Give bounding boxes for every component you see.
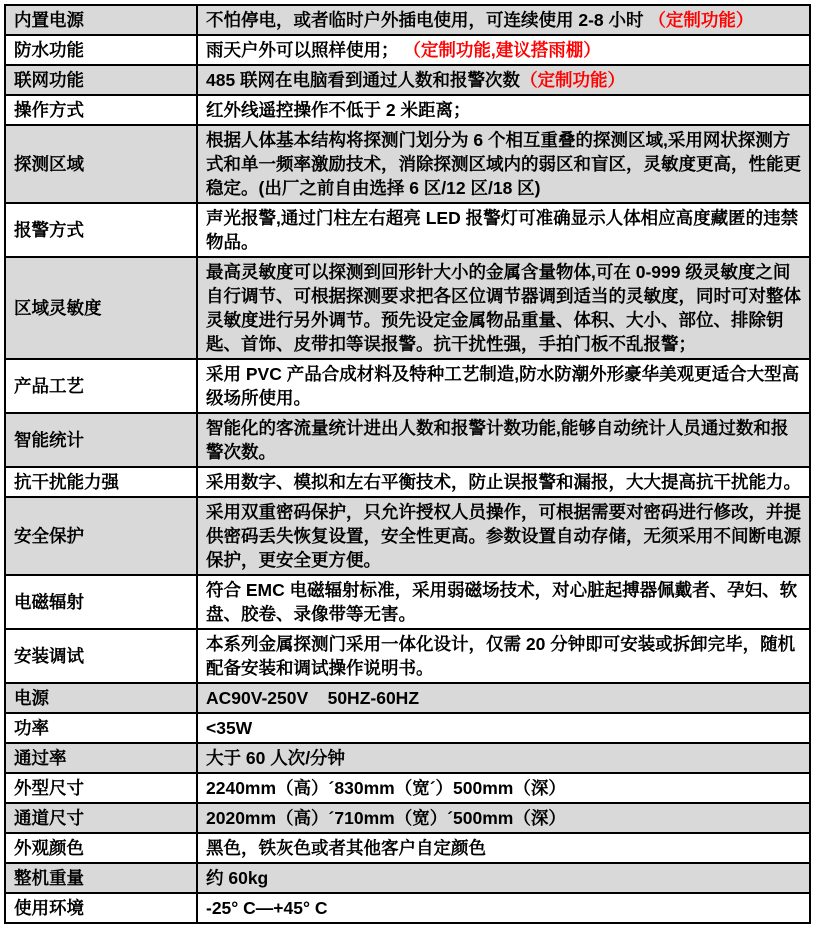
spec-value-text: 采用 PVC 产品合成材料及特种工艺制造,防水防潮外形豪华美观更适合大型高级场所使用。 (206, 364, 800, 408)
spec-table-body (5, 5, 810, 923)
table-row (5, 575, 810, 629)
spec-value-text: 红外线遥控操作不低于 2 米距离； (206, 100, 471, 120)
spec-value-text: 黑色，铁灰色或者其他客户自定颜色 (206, 838, 486, 858)
spec-label-cell: 通道尺寸 (5, 803, 197, 833)
spec-label-cell: 报警方式 (5, 203, 197, 257)
spec-value-cell (197, 5, 810, 35)
spec-value-text: <35W (206, 718, 253, 738)
spec-value-cell (197, 893, 810, 923)
spec-value-cell (197, 575, 810, 629)
spec-value-text: 采用双重密码保护，只允许授权人员操作，可根据需要对密码进行修改，并提供密码丢失恢复设置，安全性更高。参数设置自动存储，无须采用不间断电源保护，更安全更方便。 (206, 502, 801, 570)
spec-value-text: 采用数字、模拟和左右平衡技术，防止误报警和漏报，大大提高抗干扰能力。 (206, 472, 801, 492)
table-row (5, 629, 810, 683)
spec-value-cell (197, 125, 810, 203)
table-row (5, 803, 810, 833)
spec-label-cell: 抗干扰能力强 (5, 467, 197, 497)
spec-value-cell (197, 359, 810, 413)
table-row (5, 359, 810, 413)
spec-label-cell: 产品工艺 (5, 359, 197, 413)
table-row (5, 5, 810, 35)
spec-value-text: 约 60kg (206, 868, 269, 888)
spec-label-cell: 外型尺寸 (5, 773, 197, 803)
table-row (5, 743, 810, 773)
table-row (5, 467, 810, 497)
spec-value-text: 最高灵敏度可以探测到回形针大小的金属含量物体,可在 0-999 级灵敏度之间自行调节、可根据探测要求把各区位调节器调到适当的灵敏度，同时可对整体灵敏度进行另外调节。预先设定金属物品重量、体积、大小、部位、排除钥匙、首饰、皮带扣等误报警。抗干扰性强，手拍门板不乱报警； (206, 262, 801, 354)
spec-value-cell (197, 203, 810, 257)
spec-value-text: 大于 60 人次/分钟 (206, 748, 346, 768)
spec-label-cell: 探测区域 (5, 125, 197, 203)
table-row (5, 95, 810, 125)
spec-label-cell: 防水功能 (5, 35, 197, 65)
table-row (5, 833, 810, 863)
spec-value-cell (197, 629, 810, 683)
spec-label-cell: 电源 (5, 683, 197, 713)
spec-label-cell: 安装调试 (5, 629, 197, 683)
custom-feature-note: （定制功能,建议搭雨棚） (403, 40, 601, 60)
table-row (5, 257, 810, 359)
spec-value-cell (197, 713, 810, 743)
spec-value-text: 本系列金属探测门采用一体化设计，仅需 20 分钟即可安装或拆卸完毕，随机配备安装和调试操作说明书。 (206, 634, 796, 678)
spec-table (4, 4, 811, 924)
spec-value-text: 声光报警,通过门柱左右超亮 LED 报警灯可准确显示人体相应高度藏匿的违禁物品。 (206, 208, 799, 252)
table-row (5, 683, 810, 713)
table-row (5, 893, 810, 923)
spec-value-cell (197, 803, 810, 833)
spec-label-cell: 整机重量 (5, 863, 197, 893)
custom-feature-note: （定制功能） (648, 10, 754, 30)
spec-label-cell: 内置电源 (5, 5, 197, 35)
spec-value-text: 不怕停电，或者临时户外插电使用，可连续使用 2-8 小时 (206, 10, 649, 30)
spec-value-cell (197, 95, 810, 125)
table-row (5, 773, 810, 803)
spec-value-cell (197, 413, 810, 467)
table-row (5, 125, 810, 203)
spec-value-cell (197, 743, 810, 773)
spec-value-cell (197, 467, 810, 497)
spec-value-text: 智能化的客流量统计进出人数和报警计数功能,能够自动统计人员通过数和报警次数。 (206, 418, 789, 462)
table-row (5, 497, 810, 575)
spec-value-cell (197, 863, 810, 893)
spec-value-cell (197, 65, 810, 95)
spec-value-text: 485 联网在电脑看到通过人数和报警次数 (206, 70, 521, 90)
spec-label-cell: 安全保护 (5, 497, 197, 575)
table-row (5, 713, 810, 743)
spec-value-cell (197, 833, 810, 863)
spec-label-cell: 电磁辐射 (5, 575, 197, 629)
spec-label-cell: 外观颜色 (5, 833, 197, 863)
spec-label-cell: 使用环境 (5, 893, 197, 923)
table-row (5, 65, 810, 95)
table-row (5, 413, 810, 467)
table-row (5, 203, 810, 257)
spec-label-cell: 智能统计 (5, 413, 197, 467)
spec-value-cell (197, 773, 810, 803)
custom-feature-note: （定制功能） (520, 70, 626, 90)
spec-label-cell: 联网功能 (5, 65, 197, 95)
spec-value-text: 2020mm（高）´710mm（宽）´500mm（深） (206, 808, 566, 828)
spec-value-cell (197, 35, 810, 65)
spec-value-text: -25° C—+45° C (206, 898, 328, 918)
spec-value-cell (197, 497, 810, 575)
spec-label-cell: 区域灵敏度 (5, 257, 197, 359)
table-row (5, 35, 810, 65)
spec-value-cell (197, 257, 810, 359)
spec-value-text: AC90V-250V 50HZ-60HZ (206, 688, 420, 708)
spec-value-cell (197, 683, 810, 713)
spec-value-text: 符合 EMC 电磁辐射标准，采用弱磁场技术，对心脏起搏器佩戴者、孕妇、软盘、胶卷、录像带等无害。 (206, 580, 798, 624)
spec-value-text: 2240mm（高）´830mm（宽´）500mm（深） (206, 778, 566, 798)
spec-label-cell: 通过率 (5, 743, 197, 773)
spec-label-cell: 功率 (5, 713, 197, 743)
spec-value-text: 雨天户外可以照样使用； (206, 40, 404, 60)
spec-value-text: 根据人体基本结构将探测门划分为 6 个相互重叠的探测区域,采用网状探测方式和单一频率激励技术，消除探测区域内的弱区和盲区，灵敏度更高，性能更稳定。(出厂之前自由选择 6 区/12 区/18 区) (206, 130, 801, 198)
table-row (5, 863, 810, 893)
spec-label-cell: 操作方式 (5, 95, 197, 125)
